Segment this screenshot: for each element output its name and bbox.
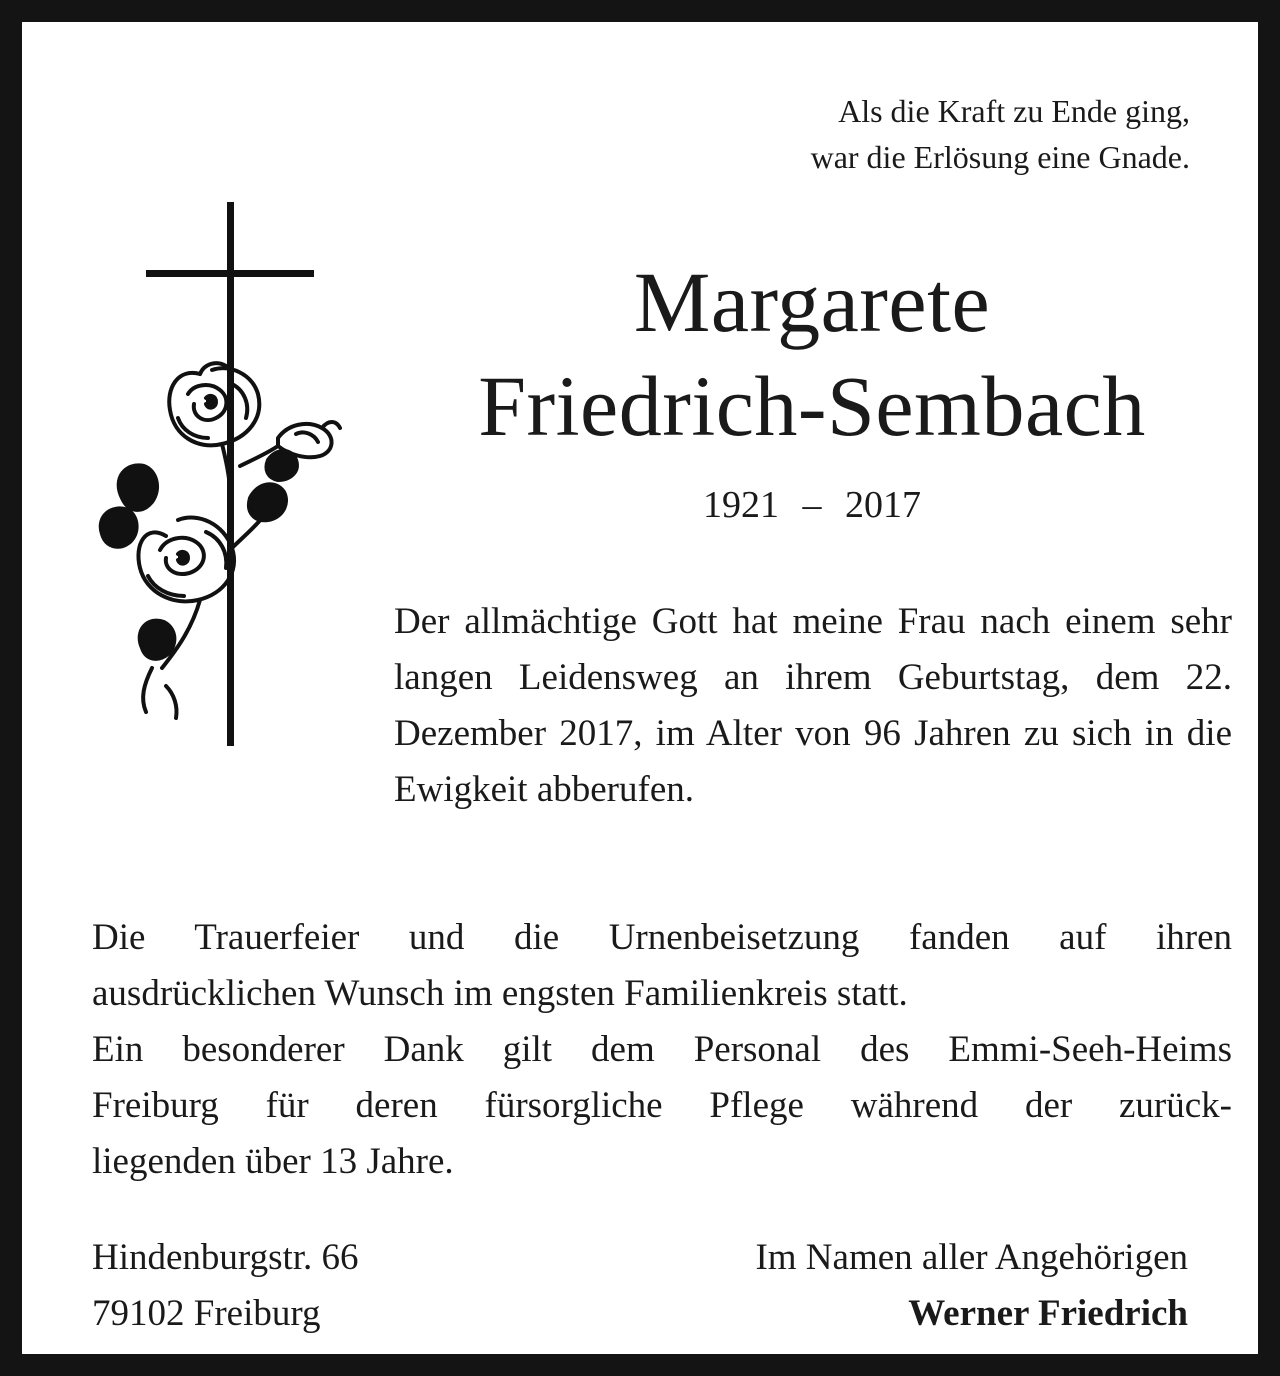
ceremony-line: ausdrücklichen Wunsch im engsten Familienkreis statt. [92,973,908,1014]
life-dates: 1921 – 2017 [703,484,921,526]
ceremony-line: Die Trauerfeier und die Urnenbeisetzung fanden auf ihren [92,917,1232,958]
motto-line: war die Erlösung eine Gnade. [810,139,1190,175]
motto-line: Als die Kraft zu Ende ging, [838,93,1190,129]
death-announcement: Der allmächtige Gott hat meine Frau nach einem sehr langen Leidensweg an ihrem Geburtstag, dem 22. Dezember 2017, im Alter von 96 Jahren zu sich in die Ewigkeit abberufen. [394,601,1232,810]
address-block [92,1230,359,1342]
ceremony-line: Ein besonderer Dank gilt dem Personal des Emmi-Seeh-Heims [92,1029,1232,1070]
ceremony-notice [92,910,1232,1190]
ceremony-line: Freiburg für deren fürsorgliche Pflege während der zurück- [92,1085,1232,1126]
decedent-first-name: Margarete [633,254,991,350]
decedent-last-name: Friedrich-Sembach [478,358,1146,454]
address-city: 79102 Freiburg [92,1293,321,1334]
signer-name: Werner Friedrich [908,1293,1188,1334]
rose-bouquet-icon [101,363,340,718]
ceremony-line: liegenden über 13 Jahre. [92,1141,454,1182]
signature-preface: Im Namen aller Angehörigen [755,1237,1188,1278]
signature-block [755,1230,1188,1342]
address-street: Hindenburgstr. 66 [92,1237,359,1278]
cross-with-roses [82,198,362,758]
motto [811,88,1190,180]
